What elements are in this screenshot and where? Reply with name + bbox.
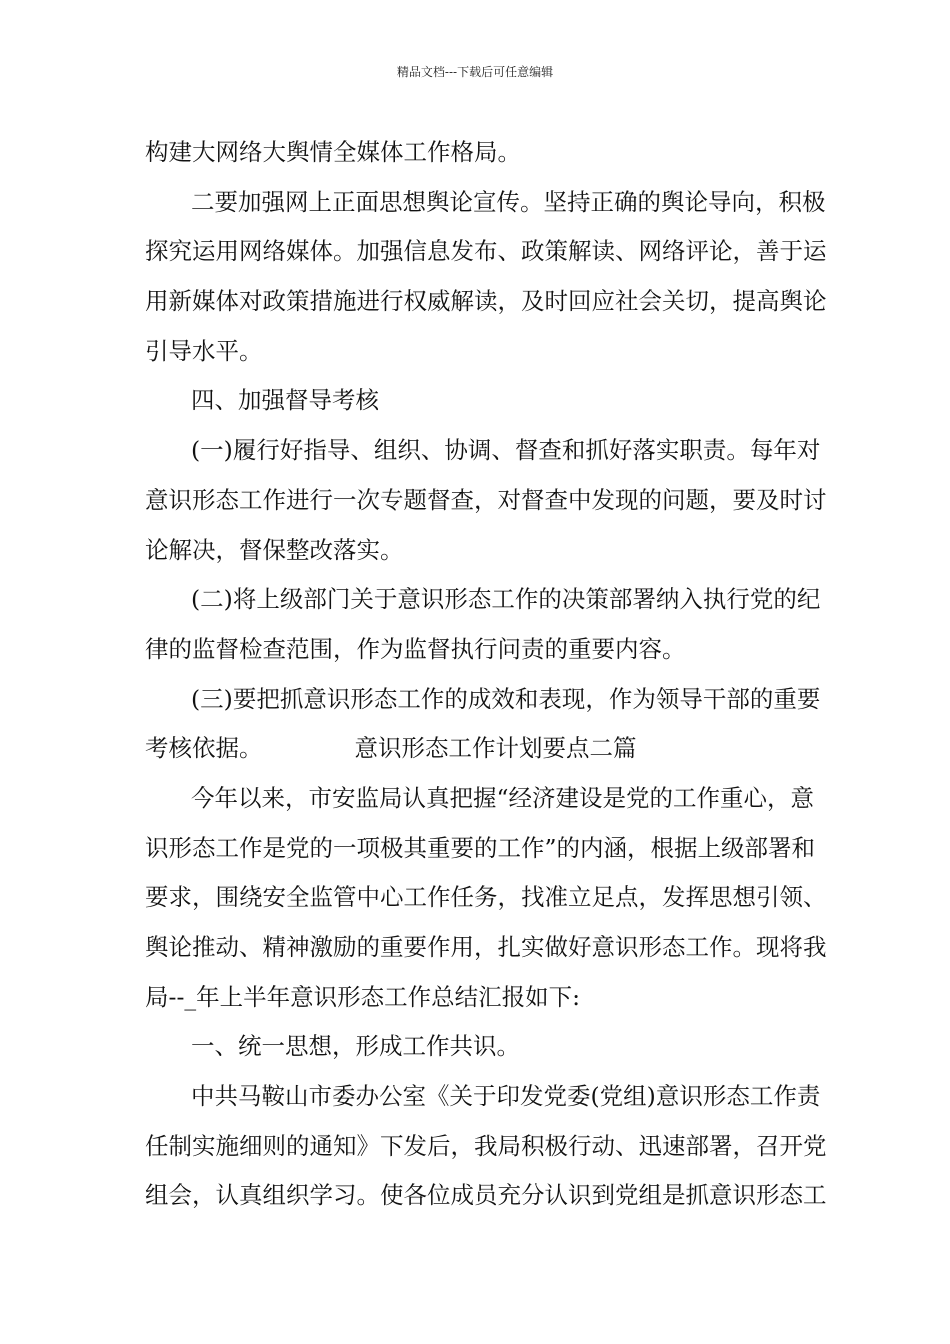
text-line: 探究运用网络媒体。加强信息发布、政策解读、网络评论，善于运	[145, 237, 827, 266]
text-line: 构建大网络大舆情全媒体工作格局。	[145, 138, 521, 166]
text-line: 舆论推动、精神激励的重要作用，扎实做好意识形态工作。现将我	[145, 933, 827, 961]
text-line: 中共马鞍山市委办公室《关于印发党委(党组)意识形态工作责	[191, 1082, 821, 1111]
text-line: (三)要把抓意识形态工作的成效和表现，作为领导干部的重要	[191, 684, 821, 713]
text-line: 今年以来，市安监局认真把握“经济建设是党的工作重心，意	[191, 783, 815, 812]
document-body	[145, 128, 827, 1221]
text-line: (二)将上级部门关于意识形态工作的决策部署纳入执行党的纪	[191, 585, 821, 614]
document-title: 意识形态工作计划要点二篇	[354, 734, 637, 763]
text-line: 律的监督检查范围，作为监督执行问责的重要内容。	[145, 634, 686, 663]
text-line-with-title	[145, 724, 813, 774]
text-line: 要求，围绕安全监管中心工作任务，找准立足点，发挥思想引领、	[145, 883, 827, 912]
section-heading: 一、统一思想，形成工作共识。	[191, 1032, 520, 1061]
text-line: (一)履行好指导、组织、协调、督查和抓好落实职责。每年对	[191, 436, 821, 465]
text-line: 用新媒体对政策措施进行权威解读，及时回应社会关切，提高舆论	[145, 287, 827, 316]
text-line: 局--_年上半年意识形态工作总结汇报如下:	[145, 982, 581, 1011]
section-heading: 四、加强督导考核	[191, 386, 379, 415]
page-header: 精品文档---下载后可任意编辑	[396, 65, 554, 79]
text-line: 意识形态工作进行一次专题督查，对督查中发现的问题，要及时讨	[145, 485, 827, 514]
text-line: 二要加强网上正面思想舆论宣传。坚持正确的舆论导向，积极	[191, 187, 826, 216]
text-line: 组会，认真组织学习。使各位成员充分认识到党组是抓意识形态工	[145, 1181, 827, 1210]
text-line: 识形态工作是党的一项极其重要的工作”的内涵，根据上级部署和	[145, 833, 816, 862]
text-line: 任制实施细则的通知》下发后，我局积极行动、迅速部署，召开党	[145, 1131, 827, 1160]
text-fragment: 考核依据。	[145, 734, 263, 763]
text-line: 引导水平。	[145, 336, 263, 365]
text-line: 论解决，督保整改落实。	[145, 535, 404, 564]
